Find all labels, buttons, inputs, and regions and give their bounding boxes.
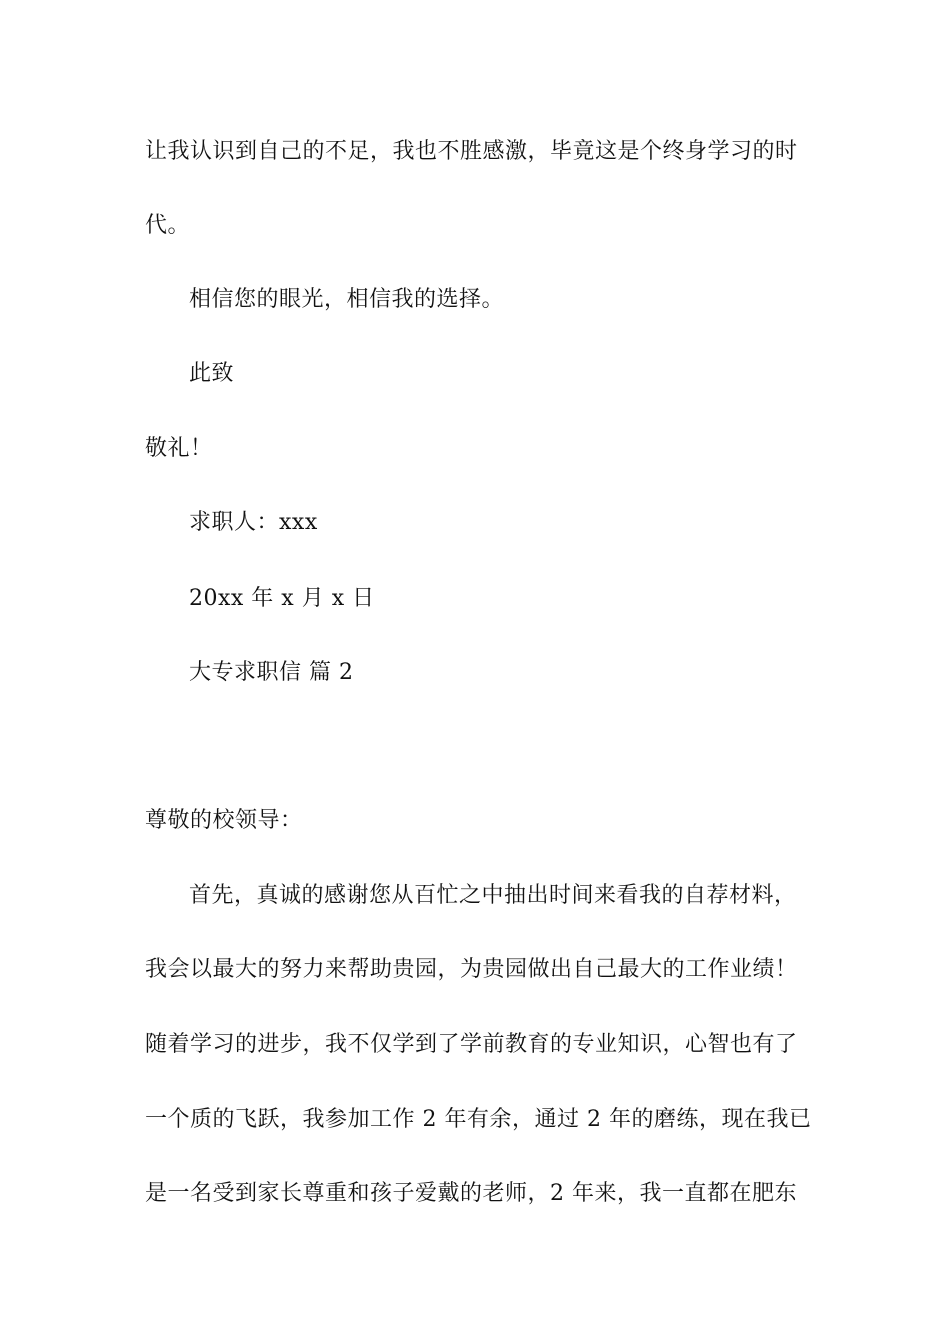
paragraph-line: 让我认识到自己的不足，我也不胜感激，毕竟这是个终身学习的时	[145, 139, 798, 164]
paragraph-line: 代。	[145, 213, 191, 238]
paragraph-line: 我会以最大的努力来帮助贵园，为贵园做出自己最大的工作业绩！	[145, 957, 798, 982]
paragraph-line: 随着学习的进步，我不仅学到了学前教育的专业知识，心智也有了	[145, 1032, 798, 1057]
paragraph-line: 首先，真诚的感谢您从百忙之中抽出时间来看我的自荐材料，	[189, 883, 797, 908]
paragraph-line: 相信您的眼光，相信我的选择。	[189, 287, 505, 312]
greeting: 尊敬的校领导：	[145, 808, 303, 833]
paragraph-line: 是一名受到家长尊重和孩子爱戴的老师，2 年来，我一直都在肥东	[145, 1181, 797, 1206]
signature-date: 20xx 年 x 月 x 日	[189, 586, 375, 611]
section-title: 大专求职信 篇 2	[189, 660, 354, 685]
paragraph-line: 一个质的飞跃，我参加工作 2 年有余，通过 2 年的磨练，现在我已	[145, 1107, 812, 1132]
signature-name: 求职人：xxx	[189, 510, 318, 535]
closing-phrase: 此致	[189, 361, 235, 386]
salutation-closing: 敬礼！	[145, 436, 213, 461]
